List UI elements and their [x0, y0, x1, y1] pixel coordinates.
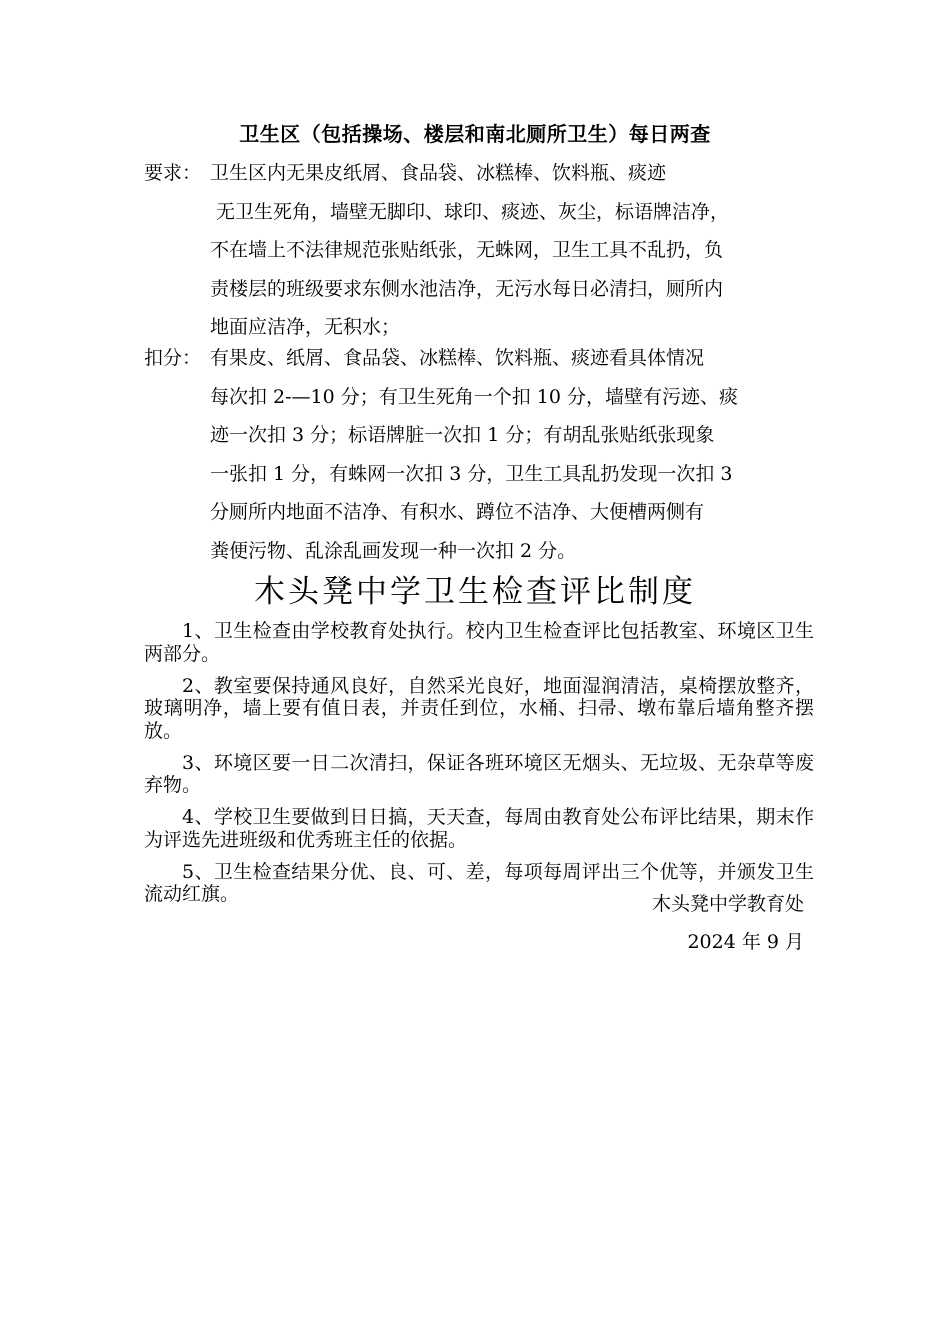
deductions-line: 粪便污物、乱涂乱画发现一种一次扣 2 分。 — [210, 539, 577, 562]
deductions-line: 一张扣 1 分，有蛛网一次扣 3 分，卫生工具乱扔发现一次扣 3 — [210, 462, 733, 485]
rule-item: 4、学校卫生要做到日日搞，天天查，每周由教育处公布评比结果，期末作为评选先进班级和优秀班主任的依据。 — [144, 806, 814, 851]
deductions-line: 每次扣 2-—10 分；有卫生死角一个扣 10 分，墙壁有污迹、痰 — [210, 385, 739, 408]
rule-item: 5、卫生检查结果分优、良、可、差，每项每周评出三个优等，并颁发卫生流动红旗。 — [144, 860, 814, 905]
requirements-line: 责楼层的班级要求东侧水池洁净，无污水每日必清扫，厕所内 — [210, 277, 724, 300]
requirements-label: 要求： — [144, 162, 202, 184]
regulation-title: 木头凳中学卫生检查评比制度 — [254, 574, 696, 610]
section1-heading: 卫生区（包括操场、楼层和南北厕所卫生）每日两查 — [239, 122, 711, 146]
signature-date: 2024 年 9 月 — [687, 931, 804, 953]
requirements-text — [210, 154, 822, 347]
signature-org: 木头凳中学教育处 — [651, 893, 804, 915]
regulation-rules — [144, 620, 814, 915]
deductions-text — [210, 339, 822, 570]
deductions-label: 扣分： — [144, 347, 202, 369]
requirements-line: 无卫生死角，墙壁无脚印、球印、痰迹、灰尘，标语牌洁净， — [210, 200, 730, 223]
requirements-line: 卫生区内无果皮纸屑、食品袋、冰糕棒、饮料瓶、痰迹 — [210, 162, 667, 184]
requirements-line: 不在墙上不法律规范张贴纸张，无蛛网，卫生工具不乱扔，负 — [210, 239, 724, 261]
deductions-line: 分厕所内地面不洁净、有积水、蹲位不洁净、大便槽两侧有 — [210, 501, 705, 523]
deductions-line: 迹一次扣 3 分；标语牌脏一次扣 1 分；有胡乱张贴纸张现象 — [210, 424, 715, 446]
rule-item: 2、教室要保持通风良好，自然采光良好，地面湿润清洁，桌椅摆放整齐，玻璃明净，墙上要有值日表，并责任到位，水桶、扫帚、墩布靠后墙角整齐摆放。 — [144, 674, 814, 742]
rule-item: 3、环境区要一日二次清扫，保证各班环境区无烟头、无垃圾、无杂草等废弃物。 — [144, 751, 814, 796]
requirements-line: 地面应洁净，无积水； — [210, 316, 401, 338]
rule-item: 1、卫生检查由学校教育处执行。校内卫生检查评比包括教室、环境区卫生两部分。 — [144, 620, 814, 665]
deductions-line: 有果皮、纸屑、食品袋、冰糕棒、饮料瓶、痰迹看具体情况 — [210, 347, 705, 369]
